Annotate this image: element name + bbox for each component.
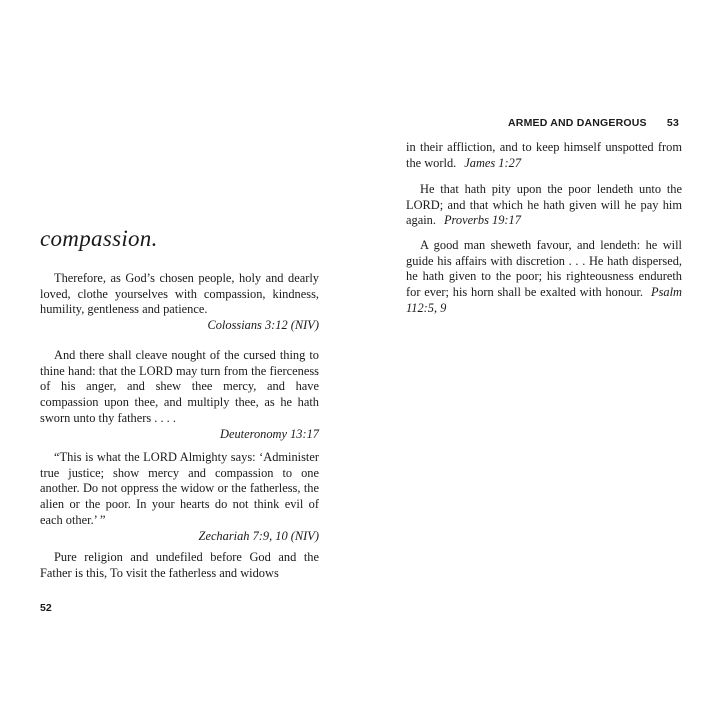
- running-head: [508, 117, 679, 129]
- running-head-title: ARMED AND DANGEROUS: [508, 117, 647, 129]
- passage-proverbs: [406, 182, 682, 229]
- passage-text: He that hath pity upon the poor lendeth unto the LORD; and that which he hath given will he pay him again. Proverbs 19:17: [406, 182, 682, 228]
- passage-colossians: [40, 271, 319, 334]
- passage-text: A good man sheweth favour, and lendeth: he will guide his affairs with discretion . . . He hath dispersed, he hath given to the poor; his righteousness endureth for ever; his horn shall be exalted with honour. Psalm 112:5, 9: [406, 238, 682, 315]
- passage-deuteronomy: [40, 348, 319, 442]
- passage-james-end: [406, 140, 682, 171]
- passage-text: Pure religion and undefiled before God and the Father is this, To visit the fatherless and widows: [40, 550, 319, 580]
- right-page: [360, 0, 720, 720]
- page-number-right: 53: [666, 117, 679, 129]
- scripture-reference: Proverbs 19:17: [443, 213, 521, 228]
- passage-james-start: [40, 550, 319, 581]
- passage-text: And there shall cleave nought of the cursed thing to thine hand: that the LORD may turn from the fierceness of his anger, and shew thee mercy, and have compassion upon thee, and multiply thee, as he hath sworn unto thy fathers . . . .: [40, 348, 319, 425]
- passage-text: in their affliction, and to keep himself unspotted from the world. James 1:27: [406, 140, 682, 170]
- chapter-title: compassion.: [40, 226, 158, 251]
- scripture-reference: Deuteronomy 13:17: [220, 426, 319, 441]
- scripture-reference: Psalm 112:5, 9: [406, 285, 682, 315]
- scripture-reference: Zechariah 7:9, 10 (NIV): [198, 528, 319, 543]
- page-number-left: 52: [40, 602, 52, 614]
- scripture-reference: James 1:27: [464, 155, 522, 170]
- passage-zechariah: [40, 450, 319, 544]
- scripture-reference: Colossians 3:12 (NIV): [207, 318, 319, 333]
- passage-text: Therefore, as God’s chosen people, holy and dearly loved, clothe yourselves with compassion, kindness, humility, gentleness and patience.: [40, 271, 319, 317]
- passage-text: “This is what the LORD Almighty says: ‘Administer true justice; show mercy and compassion to one another. Do not oppress the widow or the fatherless, the alien or the poor. In your hearts do not think evil of each other.’ ”: [40, 450, 319, 527]
- passage-psalm: [406, 238, 682, 317]
